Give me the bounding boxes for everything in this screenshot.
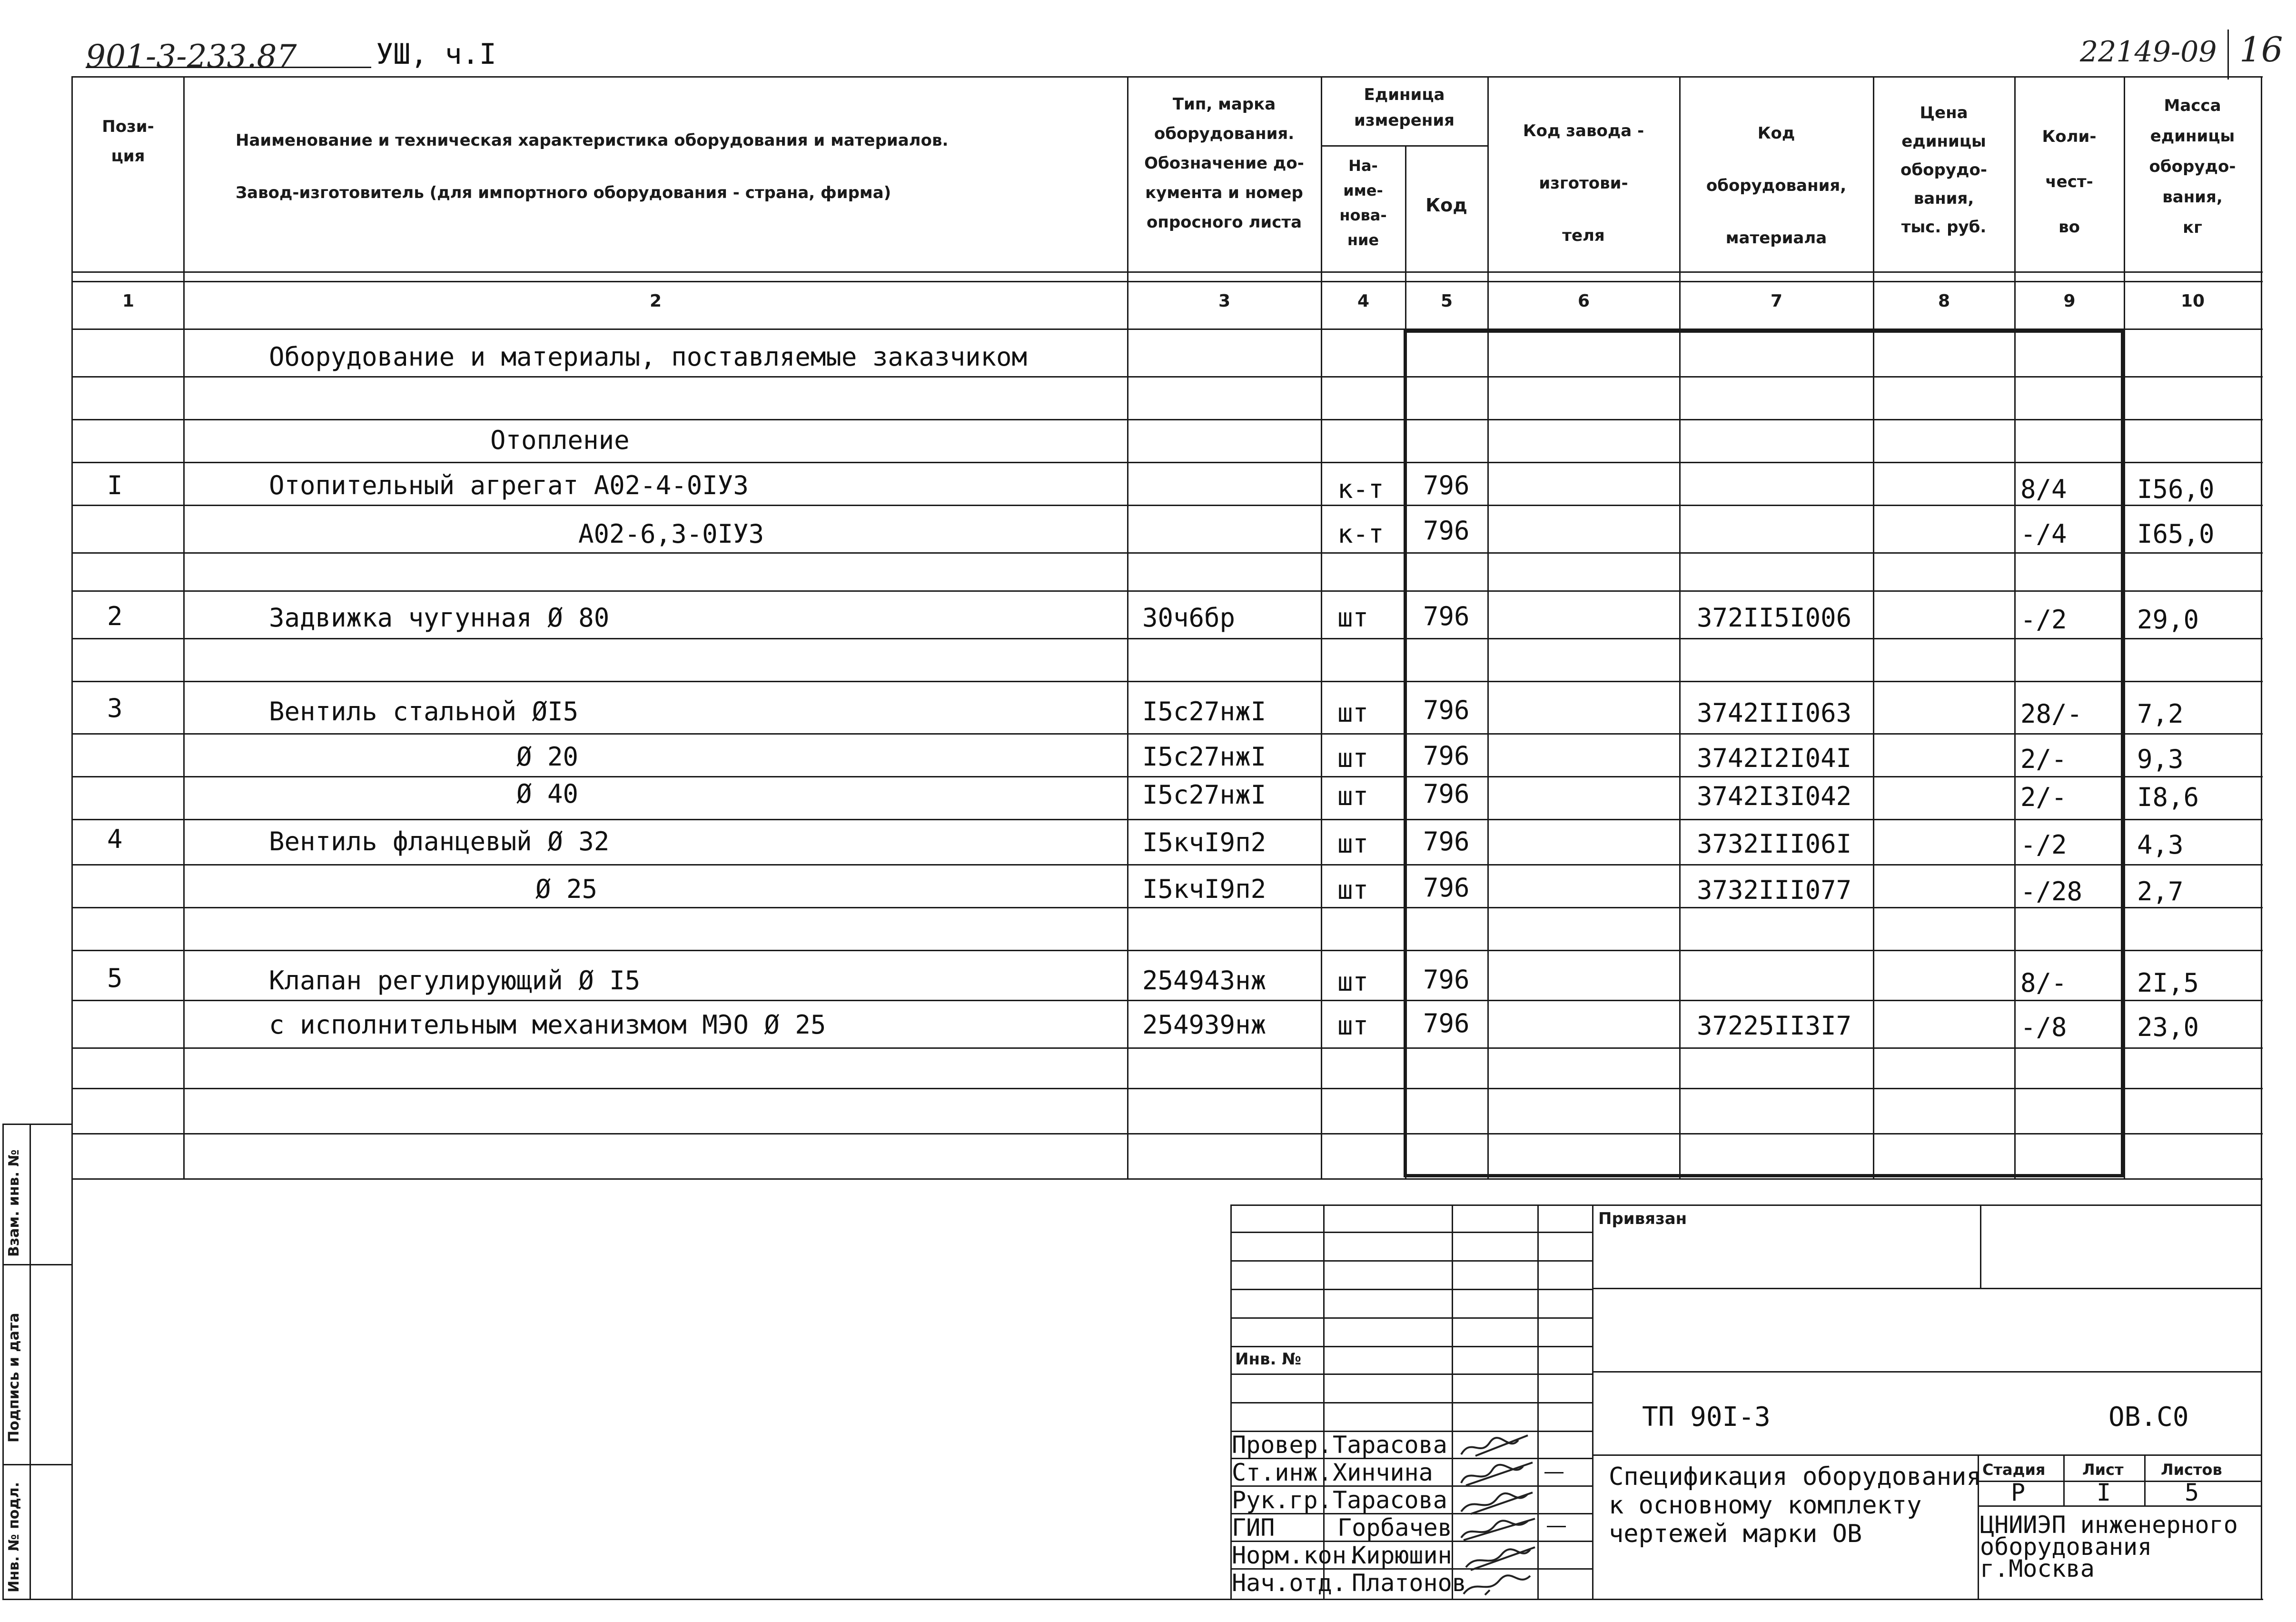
- table-cell-unit: шт: [1337, 781, 1369, 811]
- header-col-9: Коли- чест- во: [2042, 127, 2097, 237]
- table-cell-type: I5с27нжI: [1142, 780, 1267, 810]
- sheets-value: 5: [2185, 1479, 2199, 1506]
- row-line: [71, 864, 2263, 866]
- header-underline: [86, 67, 371, 68]
- signer-name: Тарасова: [1333, 1486, 1447, 1514]
- signer-role: Рук.гр.: [1232, 1486, 1332, 1514]
- col-number: 8: [1938, 291, 1950, 311]
- signer-role: Провер.: [1232, 1431, 1332, 1459]
- col-divider-2: [1127, 76, 1128, 1178]
- doc-mark: ОВ.С0: [2108, 1402, 2189, 1433]
- row-line: [71, 505, 2263, 506]
- title-grid-v4: [1592, 1204, 1593, 1600]
- table-cell-qty: -/2: [2020, 605, 2067, 635]
- stage-v1: [2063, 1454, 2065, 1505]
- unit-group-divider: [1321, 145, 1487, 147]
- table-cell-equip: 372II5I006: [1697, 603, 1852, 633]
- signer-dash: [1547, 1526, 1566, 1527]
- table-cell-equip: 3732III06I: [1697, 829, 1852, 859]
- signer-role: Нач.отд.: [1232, 1569, 1346, 1597]
- archive-number: 22149-09: [2080, 35, 2217, 69]
- row-line: [71, 733, 2263, 735]
- table-cell-name: Вентиль стальной ØI5: [269, 697, 579, 726]
- header-col-7: Код оборудования, материала: [1706, 124, 1847, 248]
- document-code: 901-3-233.87: [86, 38, 297, 75]
- row-line: [71, 907, 2263, 908]
- table-cell-type: 30ч6бр: [1142, 603, 1236, 633]
- side-stamp-line: [2, 1124, 71, 1125]
- table-cell-position: 2: [107, 601, 123, 631]
- table-cell-qty: 8/4: [2020, 474, 2067, 504]
- signer-dash: [1544, 1472, 1564, 1473]
- table-cell-name: Задвижка чугунная Ø 80: [269, 603, 610, 633]
- header-col-6: Код завода - изготови- теля: [1523, 121, 1644, 245]
- col-divider-1: [183, 76, 185, 1178]
- table-cell-mass: 7,2: [2137, 699, 2184, 729]
- privyazan-divider: [1980, 1204, 1981, 1288]
- table-cell-unit: шт: [1337, 698, 1369, 728]
- table-cell-mass: 9,3: [2137, 744, 2184, 774]
- stage-v2: [2144, 1454, 2146, 1505]
- table-cell-mass: 29,0: [2137, 605, 2199, 635]
- title-grid-h: [1230, 1289, 1592, 1290]
- table-cell-unit: к-т: [1337, 519, 1384, 549]
- frame-right-border: [2261, 76, 2262, 1600]
- table-cell-unit: шт: [1337, 967, 1369, 997]
- sheet-number-divider: [2227, 30, 2229, 80]
- side-stamp-left-border: [2, 1124, 4, 1600]
- table-cell-type: 254939нж: [1142, 1010, 1267, 1040]
- col-number: 9: [2063, 291, 2076, 311]
- table-cell-code: 796: [1423, 1008, 1470, 1038]
- table-cell-equip: 3742I3I042: [1697, 781, 1852, 811]
- header-col-8: Цена единицы оборудо- вания, тыс. руб.: [1900, 103, 1987, 237]
- table-cell-mass: I65,0: [2137, 519, 2215, 549]
- sheet-label: Лист: [2082, 1461, 2124, 1479]
- col-number: 4: [1357, 291, 1370, 311]
- signer-name: Тарасова: [1333, 1431, 1447, 1459]
- title-right-h2: [1592, 1371, 2261, 1373]
- col-number: 1: [122, 291, 135, 311]
- table-cell-qty: 2/-: [2020, 744, 2067, 774]
- table-cell-code: 796: [1423, 873, 1470, 903]
- table-cell-type: I5с27нжI: [1142, 742, 1267, 772]
- table-cell-code: 796: [1423, 470, 1470, 500]
- signer-role: Норм.кон.: [1232, 1542, 1361, 1569]
- table-cell-name: Клапан регулирующий Ø I5: [269, 965, 641, 995]
- organization: ЦНИИЭП инженерного оборудования г.Москва: [1980, 1511, 2238, 1582]
- highlight-box-left: [1404, 329, 1407, 1177]
- side-vzam-inv: Взам. инв. №: [6, 1149, 22, 1257]
- row-line: [71, 1088, 2263, 1089]
- table-cell-equip: 3742I2I04I: [1697, 743, 1852, 773]
- album-label: УШ, ч.I: [376, 38, 496, 71]
- col-number: 2: [649, 291, 662, 311]
- table-cell-qty: 2/-: [2020, 782, 2067, 812]
- sheet-number: 16: [2239, 30, 2283, 70]
- table-cell-qty: 8/-: [2020, 968, 2067, 998]
- col-number: 3: [1218, 291, 1231, 311]
- row-line: [71, 681, 2263, 682]
- side-stamp-line: [2, 1464, 71, 1465]
- header-col-1: Пози- ция: [102, 117, 154, 166]
- table-cell-code: 796: [1423, 601, 1470, 631]
- title-right-h1: [1592, 1288, 2261, 1289]
- signer-name: Горбачев: [1337, 1514, 1452, 1542]
- side-stamp-divider: [30, 1124, 31, 1600]
- handwritten-signatures: [1456, 1433, 1537, 1595]
- table-cell-mass: 23,0: [2137, 1012, 2199, 1042]
- row-line: [71, 552, 2263, 554]
- table-cell-qty: -/8: [2020, 1012, 2067, 1042]
- table-cell-position: 3: [107, 693, 123, 723]
- table-cell-unit: шт: [1337, 875, 1369, 905]
- table-cell-qty: -/4: [2020, 519, 2067, 549]
- table-cell-code: 796: [1423, 965, 1470, 995]
- header-col-5: Код: [1425, 195, 1467, 216]
- sheet-value: I: [2097, 1479, 2111, 1506]
- row-line: [71, 376, 2263, 378]
- subsection-title: Отопление: [490, 425, 630, 455]
- table-cell-name: с исполнительным механизмом МЭО Ø 25: [269, 1010, 826, 1040]
- table-cell-unit: шт: [1337, 743, 1369, 773]
- frame-bottom-border: [2, 1599, 2263, 1600]
- col-number: 5: [1440, 291, 1453, 311]
- table-cell-name: Ø 40: [516, 779, 579, 809]
- col-number: 7: [1770, 291, 1783, 311]
- drawing-title: Спецификация оборудования к основному комплекту чертежей марки ОВ: [1609, 1463, 1981, 1548]
- table-cell-unit: к-т: [1337, 474, 1384, 504]
- title-grid-h: [1230, 1373, 1592, 1375]
- table-cell-qty: -/2: [2020, 830, 2067, 860]
- privyazan-label: Привязан: [1598, 1209, 1687, 1228]
- table-cell-type: I5с27нжI: [1142, 697, 1267, 726]
- header-bottom-border-2: [71, 281, 2263, 282]
- signer-role: Ст.инж.: [1232, 1459, 1332, 1486]
- signer-name: Кирюшин: [1352, 1542, 1452, 1569]
- table-cell-unit: шт: [1337, 829, 1369, 859]
- table-cell-equip: 3742III063: [1697, 698, 1852, 728]
- row-line: [71, 419, 2263, 420]
- section-title: Оборудование и материалы, поставляемые заказчиком: [269, 342, 1028, 372]
- table-cell-mass: 4,3: [2137, 830, 2184, 860]
- header-col-4: На- име- нова- ние: [1339, 157, 1387, 249]
- table-cell-name: Ø 20: [516, 742, 579, 772]
- table-cell-equip: 3732III077: [1697, 875, 1852, 905]
- side-signature-date: Подпись и дата: [6, 1313, 22, 1443]
- table-cell-name: Ø 25: [535, 874, 598, 904]
- table-cell-name: Отопительный агрегат А02-4-0IУ3: [269, 470, 749, 500]
- table-cell-mass: I56,0: [2137, 474, 2215, 504]
- table-cell-qty: -/28: [2020, 876, 2083, 906]
- title-grid-h: [1230, 1260, 1592, 1262]
- table-cell-code: 796: [1423, 741, 1470, 771]
- table-cell-code: 796: [1423, 516, 1470, 546]
- row-line: [71, 1000, 2263, 1001]
- title-block-top: [1230, 1204, 2261, 1206]
- table-cell-equip: 37225II3I7: [1697, 1011, 1852, 1041]
- header-col-10: Масса единицы оборудо- вания, кг: [2149, 96, 2236, 237]
- row-line: [71, 819, 2263, 820]
- header-bottom-border: [71, 271, 2263, 273]
- title-right-h3: [1592, 1454, 2261, 1456]
- table-cell-qty: 28/-: [2020, 699, 2083, 729]
- row-line: [71, 1133, 2263, 1134]
- signer-role: ГИП: [1232, 1514, 1275, 1542]
- table-cell-code: 796: [1423, 779, 1470, 809]
- highlight-box-right: [2121, 329, 2124, 1177]
- table-cell-position: 5: [107, 963, 123, 993]
- side-stamp-line: [2, 1264, 71, 1265]
- title-grid-h: [1230, 1402, 1592, 1403]
- col-number: 6: [1577, 291, 1590, 311]
- highlight-box-bottom: [1404, 1174, 2124, 1177]
- row-line: [71, 590, 2263, 592]
- stage-value: Р: [2011, 1479, 2026, 1506]
- row-line: [71, 950, 2263, 951]
- table-cell-unit: шт: [1337, 603, 1369, 633]
- table-cell-position: I: [107, 470, 123, 500]
- header-col-3: Тип, марка оборудования. Обозначение до- кумента и номер опросного листа: [1144, 95, 1304, 232]
- doc-number: ТП 90I-3: [1642, 1402, 1771, 1433]
- signer-name: Платонов: [1352, 1569, 1466, 1597]
- table-bottom-border: [71, 1178, 2263, 1180]
- table-top-border: [71, 76, 2263, 78]
- table-cell-type: I5кчI9п2: [1142, 874, 1267, 904]
- col-number: 10: [2180, 291, 2205, 311]
- table-cell-code: 796: [1423, 826, 1470, 856]
- table-cell-mass: 2I,5: [2137, 968, 2199, 998]
- table-cell-type: I5кчI9п2: [1142, 827, 1267, 857]
- table-cell-position: 4: [107, 824, 123, 854]
- table-cell-unit: шт: [1337, 1011, 1369, 1041]
- side-inv-podl: Инв. № подл.: [6, 1482, 22, 1592]
- row-line: [71, 776, 2263, 777]
- highlight-box-top: [1404, 329, 2124, 333]
- row-line: [71, 462, 2263, 463]
- col-divider-7: [1873, 76, 1874, 1178]
- table-cell-code: 796: [1423, 695, 1470, 725]
- title-grid-h: [1230, 1232, 1592, 1233]
- signer-name: Хинчина: [1333, 1459, 1433, 1486]
- header-col-2: Наименование и техническая характеристика оборудования и материалов. Завод-изготовитель (для импортного оборудования - страна, фирма): [236, 131, 949, 202]
- header-unit-group: Единица измерения: [1354, 85, 1455, 130]
- row-line: [71, 638, 2263, 639]
- table-cell-mass: 2,7: [2137, 876, 2184, 906]
- inv-number-label: Инв. №: [1235, 1350, 1302, 1369]
- table-cell-name: А02-6,3-0IУ3: [578, 519, 764, 549]
- table-cell-type: 254943нж: [1142, 965, 1267, 995]
- sheets-label: Листов: [2161, 1461, 2222, 1479]
- table-cell-name: Вентиль фланцевый Ø 32: [269, 826, 610, 856]
- stage-label: Стадия: [1982, 1461, 2046, 1479]
- title-grid-h: [1230, 1346, 1592, 1347]
- row-line: [71, 1047, 2263, 1049]
- title-grid-h: [1230, 1317, 1592, 1319]
- table-cell-mass: I8,6: [2137, 782, 2199, 812]
